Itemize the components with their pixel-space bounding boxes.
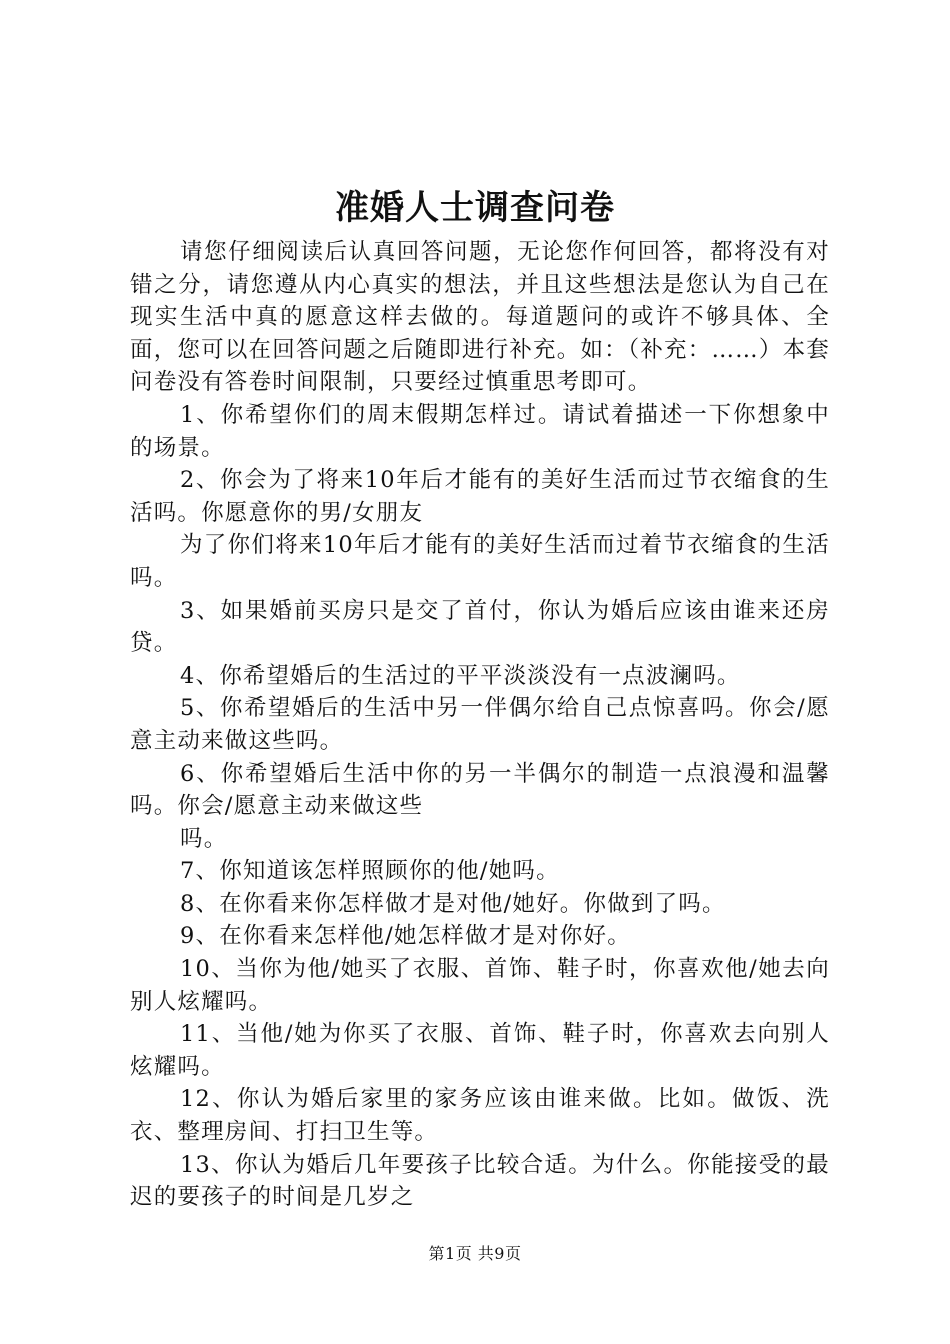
question-9: 9、在你看来怎样他/她怎样做才是对你好。 (180, 923, 631, 950)
question-3: 3、如果婚前买房只是交了首付，你认为婚后应该由谁来还房贷。 (130, 597, 830, 657)
question-6: 6、你希望婚后生活中你的另一半偶尔的制造一点浪漫和温馨吗。你会/愿意主动来做这些 (130, 760, 830, 820)
question-1: 1、你希望你们的周末假期怎样过。请试着描述一下你想象中的场景。 (130, 401, 830, 461)
page-number-footer: 第1页 共9页 (428, 1244, 522, 1263)
question-5: 5、你希望婚后的生活中另一伴偶尔给自己点惊喜吗。你会/愿意主动来做这些吗。 (130, 695, 830, 754)
question-2: 2、你会为了将来10年后才能有的美好生活而过节衣缩食的生活吗。你愿意你的男/女朋友 (130, 467, 830, 526)
question-2-continued: 为了你们将来10年后才能有的美好生活而过着节衣缩食的生活吗。 (130, 532, 830, 591)
intro-paragraph: 请您仔细阅读后认真回答问题，无论您作何回答，都将没有对错之分，请您遵从内心真实的想法，并且这些想法是您认为自己在现实生活中真的愿意这样去做的。每道题问的或许不够具体、全面，您可以在回答问题之后随即进行补充。如：（补充：……）本套问卷没有答卷时间限制，只要经过慎重思考即可。 (130, 239, 830, 396)
question-12: 12、你认为婚后家里的家务应该由谁来做。比如。做饭、洗衣、整理房间、打扫卫生等。 (130, 1086, 830, 1146)
question-6-continued: 吗。 (180, 825, 228, 852)
question-7: 7、你知道该怎样照顾你的他/她吗。 (180, 858, 560, 885)
document-body (130, 236, 830, 1214)
question-13: 13、你认为婚后几年要孩子比较合适。为什么。你能接受的最迟的要孩子的时间是几岁之 (130, 1151, 830, 1211)
question-4: 4、你希望婚后的生活过的平平淡淡没有一点波澜吗。 (180, 662, 741, 689)
document-title: 准婚人士调查问卷 (335, 188, 615, 228)
question-10: 10、当你为他/她买了衣服、首饰、鞋子时，你喜欢他/她去向别人炫耀吗。 (130, 956, 830, 1015)
question-8: 8、在你看来你怎样做才是对他/她好。你做到了吗。 (180, 890, 726, 917)
question-11: 11、当他/她为你买了衣服、首饰、鞋子时，你喜欢去向别人炫耀吗。 (130, 1021, 830, 1080)
